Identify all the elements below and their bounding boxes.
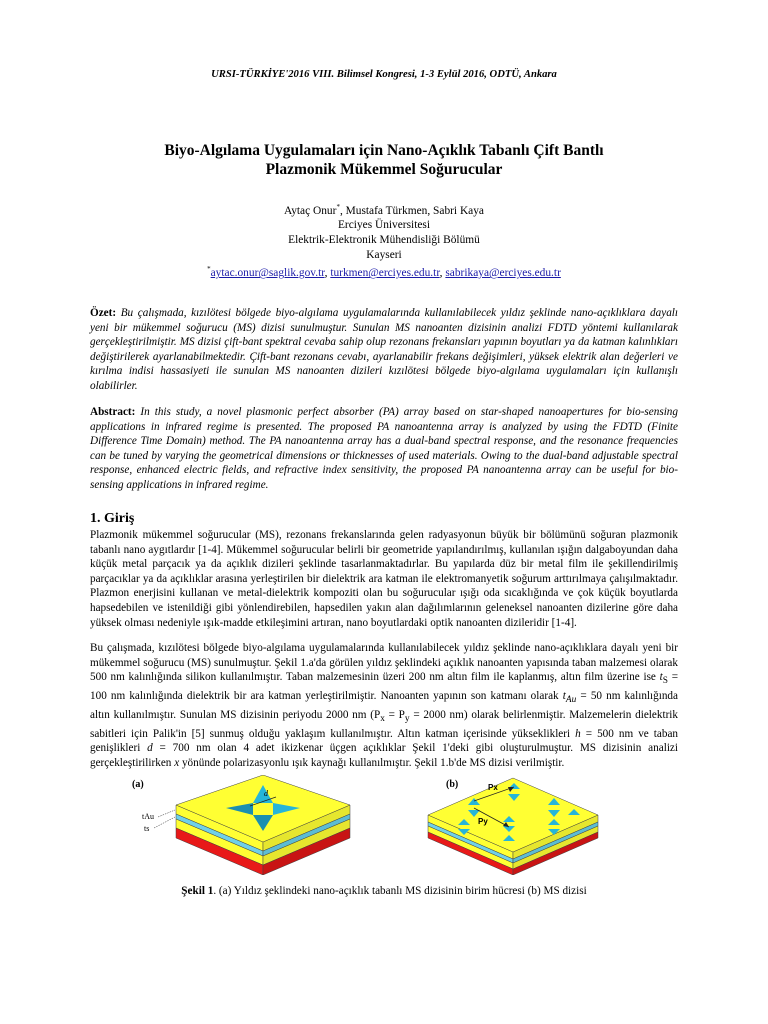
abstract-tr-text: Bu çalışmada, kızılötesi bölgede biyo-algılama uygulamalarında kullanılabilecek yıldız şeklinde nano-açıklıklara dayalı yeni bir mükemmel soğurucu (MS) dizisi sunulmuştur. Sunulan MS nanoanten dizisinin analizi FDTD yöntemi kullanılarak gerçekleştirilmiştir. MS dizisi çift-bant spektral cevaba sahip olup rezonans frekansları yapının boyutları ya da katman kalınlıkları değiştirilerek ayarlanabilmektedir. Çift-bant rezonans cevabı, ayarlanabilir frekans değişimleri, yüksek elektrik alan değerleri ve kırılma indisi hassasiyeti ile sunulan MS nanoanten dizileri kızılötesi bölgede biyo-algılama uygulamaları için kullanışlı olabilirler. (90, 307, 678, 392)
author-others: , Mustafa Türkmen, Sabri Kaya (339, 204, 484, 217)
label-t-au: tAu (142, 812, 154, 821)
caption-label: Şekil 1 (181, 885, 214, 897)
section-paragraph-1: Plazmonik mükemmel soğurucular (MS), rezonans frekanslarında gelen radyasyonun büyük bir bölümünü soğuran plazmonik tabanlı nano aygıtlardır [1-4]. Mükemmel soğurucular belirli bir geometride yapılandırılmış, kullanılan ışığın dalgaboyundan daha küçük metal parçacık ya da açıklık dizileri şeklinde tasarlanmaktadırlar. Bu yapılarda düz bir metal film ile şekillendirilmiş parçacıklar ya da açıklıklar arasına yerleştirilen bir dielektrik ara katman ile elektromanyetik soğurum arttırılmaya çalışılmaktadır. Plazmon enerjisini kullanan ve metal-dielektrik kompoziti olan bu soğurucular ışığı oda sıcaklığında ve çok küçük boyutlarda hapsedebilen ve istenildiği gibi yönlendirebilen, hapsedilen yakın alan dağılımlarının geleneksel nanoanten dizilerine göre daha yüksek olması nedeniyle ışık-madde etkileşimini artıran, nano boyutlardaki optik nanoanten dizileridir [1-4]. (90, 529, 678, 629)
abstract-turkish (90, 306, 678, 394)
ts-leader-line (154, 817, 175, 828)
var-t: t (659, 671, 663, 684)
var-h: h (575, 727, 581, 740)
email-mark: * (207, 265, 211, 274)
panel-a-label: (a) (132, 779, 144, 790)
var-subscript: Au (565, 695, 577, 706)
para2-text: = P (384, 708, 405, 721)
var-subscript: x (380, 714, 385, 725)
para2-text: Bu çalışmada, kızılötesi bölgede biyo-algılama uygulamalarında kullanılabilecek yıldız şeklinde nano-açıklıklara dayalı yeni bir mükemmel soğurucu (MS) sunulmuştur. Şekil 1.a'da görülen yıldız şeklindeki açıklık nanoanten yapısında taban malzemesi olarak 500 nm kalınlığında silikon kullanılmıştır. Taban malzemesinin üzeri 200 nm altın film ile kaplanmış, altın film üzerine ise (90, 642, 678, 684)
label-py: Py (478, 817, 488, 826)
email-separator: , (439, 266, 446, 279)
figure-panel-a (132, 775, 350, 875)
para2-text: = 500 nm ve taban genişlikleri (90, 727, 678, 755)
var-t: t (562, 690, 566, 703)
figure-1 (128, 775, 628, 875)
para2-text: = 2000 nm) olarak belirlenmiştir. Malzemelerin dielektrik sabitleri için Palik'in [5] sunmuş olduğu yaklaşım kullanılmıştır. Altın katman içerisinde yükseklikleri (90, 708, 679, 740)
email-separator: , (324, 266, 331, 279)
label-px: Px (488, 783, 498, 792)
affiliation-city: Kayseri (366, 248, 402, 261)
figure-caption (0, 885, 768, 897)
label-d: d (264, 789, 268, 798)
para2-text: yönünde polarizasyonlu ışık kaynağı kullanılmıştır. Şekil 1.b'de MS dizisi verilmiştir. (179, 756, 565, 769)
affiliation-department: Elektrik-Elektronik Mühendisliği Bölümü (288, 233, 480, 246)
title-line-1: Biyo-Algılama Uygulamaları için Nano-Açıklık Tabanlı Çift Bantlı (164, 142, 604, 159)
conference-header: URSI-TÜRKİYE'2016 VIII. Bilimsel Kongresi, 1-3 Eylül 2016, ODTÜ, Ankara (211, 69, 557, 80)
tau-leader-line (158, 810, 175, 817)
title-line-2: Plazmonik Mükemmel Soğurucular (265, 161, 503, 178)
var-x: x (174, 756, 180, 769)
email-link-1[interactable]: aytac.onur@saglik.gov.tr (210, 266, 325, 279)
abstract-en-label: Abstract: (90, 406, 136, 418)
affiliation-university: Erciyes Üniversitesi (337, 219, 431, 232)
email-link-2[interactable]: turkmen@erciyes.edu.tr (330, 266, 440, 279)
para2-text: = 100 nm kalınlığında dielektrik bir ara katman yerleştirilmiştir. Nanoanten yapının son katmanı olarak (90, 671, 679, 703)
var-d: d (147, 742, 153, 755)
section-paragraph-2 (90, 641, 678, 770)
corresponding-mark: * (336, 203, 340, 211)
para2-text: = 700 nm olan 4 adet ikizkenar üçgen açıklıklar Şekil 1'deki gibi oluşturulmuştur. MS dizisinin analizi gerçekleştirilirken (90, 742, 678, 769)
author-block (0, 200, 768, 281)
email-link-3[interactable]: sabrikaya@erciyes.edu.tr (445, 266, 561, 279)
paper-title (0, 141, 768, 179)
var-subscript: S (662, 676, 668, 687)
author-1: Aytaç Onur (284, 204, 337, 217)
label-t-s: ts (144, 824, 150, 833)
figure-panel-b (428, 778, 598, 875)
para2-text: = 50 nm kalınlığında altın kullanılmıştır. Sunulan MS dizisinin periyodu 2000 nm (P (90, 690, 678, 721)
abstract-english (90, 405, 678, 493)
caption-text: . (a) Yıldız şeklindeki nano-açıklık tabanlı MS dizisinin birim hücresi (b) MS dizisi (213, 885, 587, 897)
panel-b-label: (b) (446, 779, 459, 790)
email-line (0, 262, 768, 280)
abstract-en-text: In this study, a novel plasmonic perfect absorber (PA) array based on star-shaped nanoapertures for bio-sensing applications in infrared regime is presented. The proposed PA nanoantenna array is analyzed by using the FDTD (Finite Difference Time Domain) method. The PA nanoantenna array has a dual-band spectral response, and the resonance frequencies can be tuned by varying the geometrical dimensions or thicknesses of used materials. Owing to the dual-band adjustable spectral response, enhanced electric fields, and refractive index sensitivity, the proposed PA nanoantenna array can be useful for bio-sensing applications in infrared regime. (90, 406, 678, 491)
var-subscript: y (404, 714, 410, 725)
abstract-tr-label: Özet: (90, 307, 117, 319)
author-line (0, 200, 768, 218)
section-heading: 1. Giriş (90, 511, 135, 526)
